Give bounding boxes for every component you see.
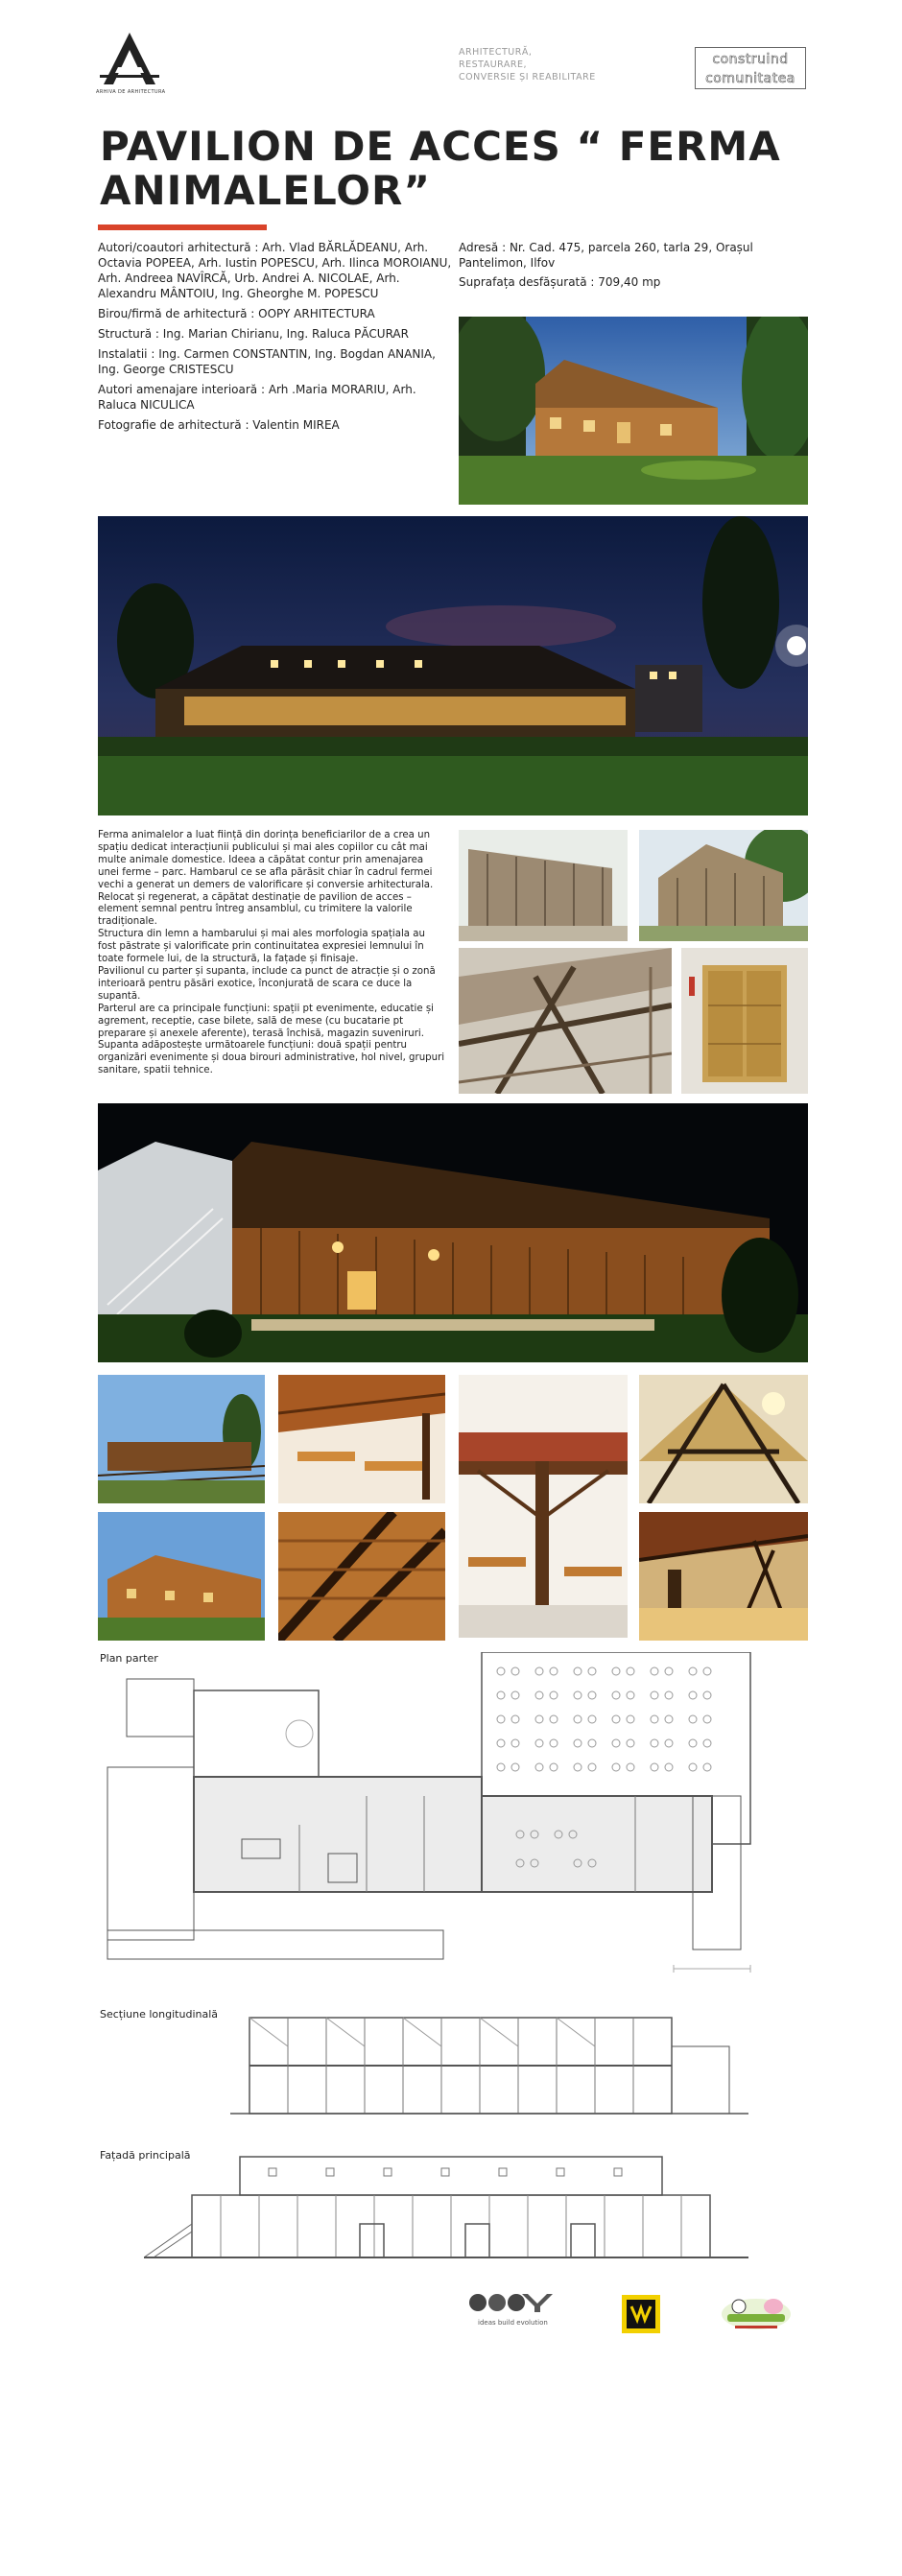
facade-label: Fațadă principală	[100, 2149, 191, 2162]
description-paragraph-4: Parterul are ca principale funcțiuni: spații pt evenimente, educatie și agrement, receptie, case bilete, sală de mese (cu bucatarie pt preparare și anexele aferente), terasă închisă, magazin suveniruri. Supanta adăpostește următoarele funcțiuni: două spații pentru organizări evenimente și doua birouri administrative, hol nivel, grupuri sanitare, spatii tehnice.	[98, 1003, 445, 1076]
plan-label: Plan parter	[100, 1652, 158, 1665]
meta-area: Suprafața desfășurată : 709,40 mp	[459, 275, 661, 289]
stamp-line-2: comunitatea	[705, 71, 795, 86]
project-description	[98, 830, 445, 1077]
photo-grid-4	[639, 1375, 808, 1503]
logo-caption: ARHIVA DE ARHITECTURA	[96, 89, 166, 95]
title-underline	[98, 225, 267, 230]
photo-barn-door	[681, 948, 808, 1094]
main-facade	[144, 2147, 748, 2267]
project-meta	[459, 240, 814, 294]
photo-old-barn-2	[639, 830, 808, 941]
longitudinal-section	[230, 2008, 748, 2123]
credit-structure: Structură : Ing. Marian Chirianu, Ing. Raluca PĂCURAR	[98, 327, 409, 341]
photo-grid-1	[98, 1375, 265, 1503]
arhiva-logo-icon	[96, 31, 163, 88]
photo-grid-3	[459, 1375, 628, 1638]
title-line-1: PAVILION DE ACCES “ FERMA	[100, 123, 781, 170]
oopy-tagline: ideas build evolution	[478, 2319, 548, 2327]
photo-grid-7	[639, 1512, 808, 1641]
page-title	[100, 125, 829, 213]
description-paragraph-1: Ferma animalelor a luat ființă din dorința beneficiarilor de a crea un spațiu dedicat interacțiunii publicului și mai ales copiilor cu cât mai multe animale domestice. Ideea a căpătat contur prin amenajarea unei ferme – parc. Hambarul ce se afla părăsit chiar în cadrul fermei vechi a generat un demers de valorificare și conversie arhitecturala. Relocat și regenerat, a căpătat destinație de pavilion de acces – element semnal pentru întreg ansamblul, cu trimitere la valorile tradiționale.	[98, 830, 434, 928]
description-paragraph-2: Structura din lemn a hambarului și mai ales morfologia spațiala au fost păstrate și valorificate prin continuitatea expresiei lemnului în toate formele lui, de la structură, la fațade și finisaje.	[98, 929, 425, 965]
credits-block	[98, 240, 453, 437]
photo-night-panorama	[98, 516, 808, 815]
oaer-logo-icon	[622, 2295, 660, 2333]
stamp-line-1: construind	[712, 52, 789, 67]
category-label	[459, 46, 603, 83]
construind-comunitatea-logo	[695, 47, 806, 89]
title-line-2: ANIMALELOR”	[100, 167, 431, 214]
photo-grid-2	[278, 1375, 445, 1503]
category-line-2: CONVERSIE ȘI REABILITARE	[459, 72, 596, 83]
category-line-1: ARHITECTURĂ, RESTAURARE,	[459, 47, 533, 70]
ground-floor-plan	[98, 1652, 770, 1978]
oopy-logo-icon	[468, 2291, 564, 2314]
description-paragraph-3: Pavilionul cu parter și supanta, include ca punct de atracție și o zonă interioară pentru păsări exotice, înconjurată de scara ce duce la supantă.	[98, 965, 436, 1002]
ferma-animalelor-logo-icon	[718, 2293, 795, 2333]
photo-grid-5	[98, 1512, 265, 1641]
photo-night-facade	[98, 1103, 808, 1362]
credit-interior: Autori amenajare interioară : Arh .Maria MORARIU, Arh. Raluca NICULICA	[98, 383, 416, 412]
section-label: Secțiune longitudinală	[100, 2008, 219, 2021]
credit-photo: Fotografie de arhitectură : Valentin MIREA	[98, 418, 340, 432]
photo-barn-roof-structure	[459, 948, 672, 1094]
photo-exterior-day	[459, 317, 808, 505]
credit-installations: Instalatii : Ing. Carmen CONSTANTIN, Ing. Bogdan ANANIA, Ing. George CRISTESCU	[98, 347, 436, 376]
photo-old-barn-1	[459, 830, 628, 941]
credit-authors: Autori/coautori arhitectură : Arh. Vlad BĂRLĂDEANU, Arh. Octavia POPEEA, Arh. Iustin POPESCU, Arh. Ilinca MOROIANU, Arh. Andreea NAVÎRCĂ, Urb. Andrei A. NICOLAE, Arh. Alexandru MÂNTOIU, Ing. Gheorghe M. POPESCU	[98, 241, 452, 300]
credit-firm: Birou/firmă de arhitectură : OOPY ARHITECTURA	[98, 307, 375, 320]
meta-address: Adresă : Nr. Cad. 475, parcela 260, tarla 29, Orașul Pantelimon, Ilfov	[459, 241, 753, 270]
photo-grid-6	[278, 1512, 445, 1641]
